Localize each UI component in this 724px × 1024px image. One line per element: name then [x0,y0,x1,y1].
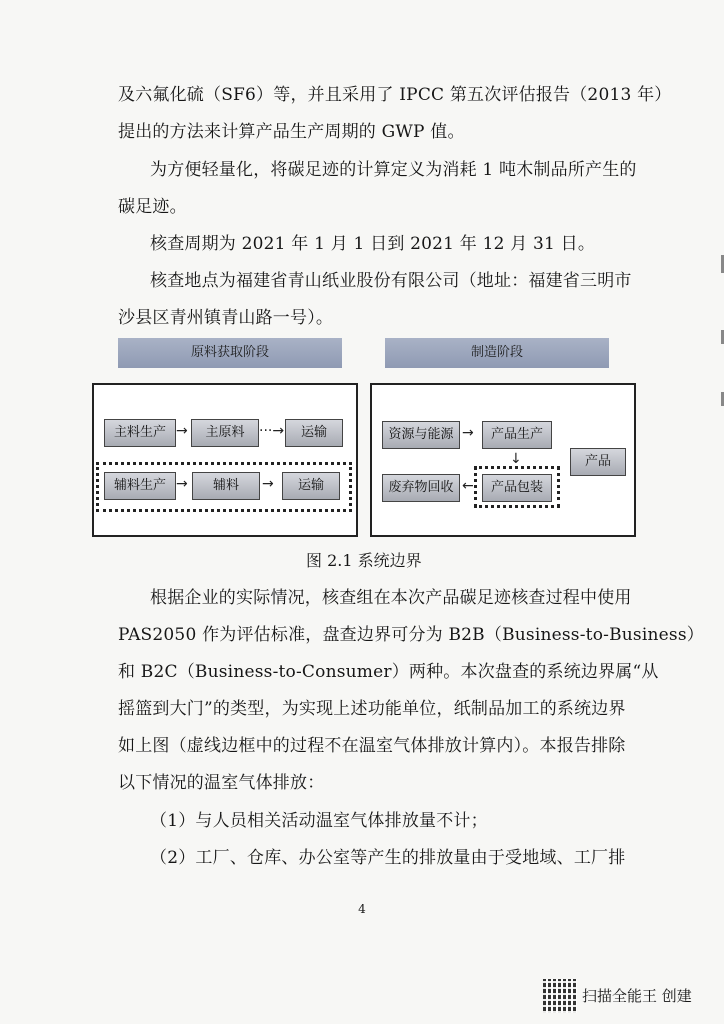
raw-material-panel [92,383,358,537]
paragraph-line: （1）与人员相关活动温室气体排放量不计； [150,811,488,831]
box-waste-recycling: 废弃物回收 [382,474,460,502]
arrow-down-icon: ↓ [510,451,522,467]
box-main-material: 主原料 [191,419,259,447]
paragraph-line: PAS2050 作为评估标准，盘查边界可分为 B2B（Business-to-Business） [118,625,704,645]
box-product-production: 产品生产 [482,421,552,449]
arrow-right-icon: → [176,476,188,492]
box-resources-energy: 资源与能源 [382,421,460,449]
box-product-packaging: 产品包装 [482,474,552,502]
box-main-material-production: 主料生产 [104,419,176,447]
paragraph-line: 沙县区青州镇青山路一号）。 [118,308,334,328]
paragraph-line: （2）工厂、仓库、办公室等产生的排放量由于受地域、工厂排 [150,848,626,868]
paragraph-line: 如上图（虚线边框中的过程不在温室气体排放计算内）。本报告排除 [118,736,626,756]
box-aux-material: 辅料 [192,472,260,500]
paragraph-line: 摇篮到大门”的类型，为实现上述功能单位，纸制品加工的系统边界 [118,699,626,719]
figure-caption: 图 2.1 系统边界 [306,551,422,570]
paragraph-line: 以下情况的温室气体排放： [118,773,325,793]
paragraph-line: 碳足迹。 [118,197,187,217]
paragraph-line: 和 B2C（Business-to-Consumer）两种。本次盘查的系统边界属“从 [118,662,659,682]
paragraph-line: 核查周期为 2021 年 1 月 1 日到 2021 年 12 月 31 日。 [150,234,596,254]
paragraph-line: 及六氟化硫（SF6）等，并且采用了 IPCC 第五次评估报告（2013 年） [118,85,672,105]
arrow-left-icon: ← [462,478,474,494]
arrow-right-icon: → [462,425,474,441]
stage-header-manufacturing: 制造阶段 [385,338,609,368]
paragraph-line: 为方便轻量化，将碳足迹的计算定义为消耗 1 吨木制品所产生的 [150,160,637,180]
arrow-right-icon: → [262,476,274,492]
box-transport-2: 运输 [282,472,340,500]
stage-header-raw-material: 原料获取阶段 [118,338,342,368]
paragraph-line: 核查地点为福建省青山纸业股份有限公司（地址：福建省三明市 [150,271,632,291]
paragraph-line: 提出的方法来计算产品生产周期的 GWP 值。 [118,122,465,142]
qr-code-icon [543,979,577,1013]
box-transport-1: 运输 [285,419,343,447]
box-aux-material-production: 辅料生产 [104,472,176,500]
page-number: 4 [358,902,366,916]
arrow-right-icon: → [176,423,188,439]
scanner-watermark: 扫描全能王 创建 [582,987,692,1005]
arrow-right-icon: ···→ [259,423,285,439]
box-product: 产品 [570,448,626,476]
paragraph-line: 根据企业的实际情况，核查组在本次产品碳足迹核查过程中使用 [150,588,632,608]
